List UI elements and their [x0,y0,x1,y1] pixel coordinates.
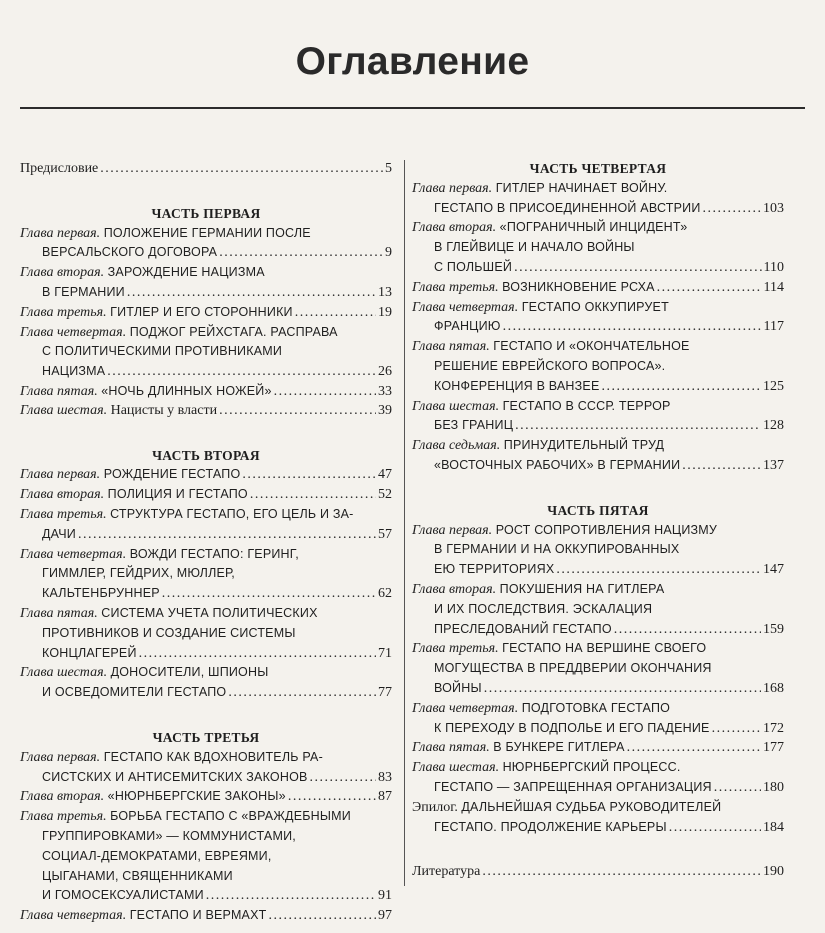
entry-line [20,807,392,827]
entry-line [20,683,392,703]
entry-line [412,818,784,838]
leader-dots [242,466,376,485]
part-heading: ЧАСТЬ ПЕРВАЯ [151,205,261,221]
entry-line [20,886,392,906]
chapter-label: Глава вторая. [412,220,497,236]
entry-line [412,317,784,337]
part-gap [20,703,392,729]
chapter-title-line: РОЖДЕНИЕ ГЕСТАПО [103,467,241,482]
chapter-title-line: ПРЕСЛЕДОВАНИЙ ГЕСТАПО [434,621,612,636]
chapter-title-line: СИСТЕМА УЧЕТА ПОЛИТИЧЕСКИХ [101,605,318,620]
right-column [412,160,784,882]
title-rule [20,107,805,109]
page-number: 184 [763,819,784,835]
chapter-title-line: РОСТ СОПРОТИВЛЕНИЯ НАЦИЗМУ [495,522,718,537]
toc-entry[interactable] [412,639,784,698]
chapter-title-line: «ВОСТОЧНЫХ РАБОЧИХ» В ГЕРМАНИИ [434,457,681,472]
toc-entry[interactable] [20,465,392,485]
chapter-title-line: В ГЕРМАНИИ [42,284,125,299]
leader-dots [288,788,376,807]
entry-line [20,342,392,362]
toc-entry[interactable] [20,807,392,906]
entry-line [20,243,392,263]
leader-dots [107,363,376,382]
entry-line [412,179,784,199]
entry-line [20,224,392,244]
chapter-title-line: К ПЕРЕХОДУ В ПОДПОЛЬЕ И ЕГО ПАДЕНИЕ [434,720,710,735]
leader-dots [100,160,383,179]
chapter-label: Глава пятая. [412,339,490,355]
entry-line [20,906,392,926]
entry-line [412,540,784,560]
leader-dots [139,645,376,664]
entry-line [412,238,784,258]
entry-line [412,337,784,357]
chapter-label: Глава шестая. [412,398,500,414]
page-number: 117 [763,319,784,335]
right-parts [412,160,784,837]
chapter-label: Глава пятая. [412,740,490,756]
entry-line [20,382,392,402]
part-gap [412,476,784,502]
chapter-title-line: СИСТСКИХ И АНТИСЕМИТСКИХ ЗАКОНОВ [42,769,308,784]
entry-line [412,199,784,219]
chapter-title-line: «ПОГРАНИЧНЫЙ ИНЦИДЕНТ» [499,220,688,235]
toc-entry[interactable] [412,580,784,639]
entry-line [412,278,784,298]
chapter-title-line: ГИТЛЕР НАЧИНАЕТ ВОЙНУ. [495,180,668,195]
toc-entry[interactable] [412,298,784,338]
leader-dots [78,526,376,545]
page-number: 103 [763,200,784,216]
page-number: 83 [378,769,392,785]
chapter-title-line: ГИТЛЕР И ЕГО СТОРОННИКИ [110,304,293,319]
chapter-title-line: В ГЕРМАНИИ И НА ОККУПИРОВАННЫХ [434,542,680,557]
chapter-title-line: БЕЗ ГРАНИЦ [434,418,514,433]
entry-line [20,847,392,867]
page-number: 180 [763,779,784,795]
chapter-title-line: В БУНКЕРЕ ГИТЛЕРА [493,740,625,755]
chapter-title-line: НЮРНБЕРГСКИЙ ПРОЦЕСС. [502,760,681,775]
entry-line [412,377,784,397]
entry-line [412,397,784,417]
entry-line [412,436,784,456]
page-number: 110 [763,259,784,275]
page-number: 13 [378,284,392,300]
chapter-label: Глава четвертая. [20,324,127,340]
chapter-title-line: «НЮРНБЕРГСКИЕ ЗАКОНЫ» [107,789,286,804]
page-number: 87 [378,789,392,805]
entry-line [412,560,784,580]
chapter-title-line: ГЕСТАПО НА ВЕРШИНЕ СВОЕГО [502,641,707,656]
page-number: 159 [763,621,784,637]
chapter-label: Глава третья. [20,809,107,825]
entry-line [20,663,392,683]
leader-dots [515,417,761,436]
chapter-title-line: И ИХ ПОСЛЕДСТВИЯ. ЭСКАЛАЦИЯ [434,601,653,616]
chapter-title-line: «НОЧЬ ДЛИННЫХ НОЖЕЙ» [101,383,272,398]
entry-line [20,263,392,283]
entry-line [412,738,784,758]
toc-entry[interactable] [412,798,784,838]
page-number: 114 [763,279,784,295]
chapter-label: Глава третья. [20,304,107,320]
toc-entry[interactable] [412,218,784,277]
entry-line [412,416,784,436]
chapter-title-line: ДОНОСИТЕЛИ, ШПИОНЫ [110,665,269,680]
page-number: 47 [378,467,392,483]
leader-dots [627,739,761,758]
page-number: 19 [378,304,392,320]
entry-line [20,584,392,604]
leader-dots [484,680,761,699]
part-heading: ЧАСТЬ ЧЕТВЕРТАЯ [529,161,667,176]
page-number: 172 [763,720,784,736]
chapter-title-line: ГЕСТАПО В СССР. ТЕРРОР [502,398,671,413]
chapter-title-line: И ОСВЕДОМИТЕЛИ ГЕСТАПО [42,685,227,700]
page-number: 147 [763,562,784,578]
chapter-label: Глава первая. [20,225,101,241]
chapter-label: Глава вторая. [20,487,105,503]
toc-entry[interactable] [20,224,392,264]
entry-line [412,600,784,620]
leader-dots [206,887,376,906]
chapter-title-line: ЕЮ ТЕРРИТОРИЯХ [434,562,555,577]
chapter-label: Глава четвертая. [412,299,519,315]
chapter-label: Глава шестая. [20,665,108,681]
page-number: 190 [763,864,784,880]
leader-dots [682,457,761,476]
page-number: 26 [378,364,392,380]
entry-line [20,624,392,644]
chapter-title-line: ПОЛОЖЕНИЕ ГЕРМАНИИ ПОСЛЕ [103,225,311,240]
chapter-label: Глава вторая. [412,581,497,597]
column-divider [404,160,405,886]
literature-label: Литература [412,864,481,880]
chapter-title-line: ВОЗНИКНОВЕНИЕ РСХА [502,279,655,294]
entry-line [412,258,784,278]
chapter-title-line: Нацисты у власти [110,402,218,418]
entry-line [412,456,784,476]
page-number: 57 [378,526,392,542]
chapter-title-line: ГЕСТАПО И ВЕРМАХТ [129,908,267,923]
chapter-label: Глава первая. [412,180,493,196]
chapter-title-line: ГЕСТАПО КАК ВДОХНОВИТЕЛЬ РА- [103,749,323,764]
chapter-title-line: ПОДЖОГ РЕЙХСТАГА. РАСПРАВА [129,324,338,339]
leader-dots [250,486,376,505]
chapter-label: Глава первая. [20,467,101,483]
leader-dots [274,383,376,402]
chapter-label: Глава шестая. [20,402,108,418]
chapter-label: Глава пятая. [20,605,98,621]
leader-dots [556,561,761,580]
entry-line [412,699,784,719]
page-number: 9 [385,245,392,261]
chapter-title-line: ГЕСТАПО И «ОКОНЧАТЕЛЬНОЕ [493,339,690,354]
chapter-label: Глава первая. [412,522,493,538]
chapter-label: Глава пятая. [20,383,98,399]
leader-dots [162,585,376,604]
left-parts [20,179,392,926]
leader-dots [228,684,376,703]
toc-entry[interactable] [20,505,392,545]
toc-entry[interactable] [412,278,784,298]
leader-dots [127,284,376,303]
chapter-label: Эпилог. [412,799,458,815]
chapter-title-line: ГЕСТАПО В ПРИСОЕДИНЕННОЙ АВСТРИИ [434,200,701,215]
toc-entry[interactable] [20,263,392,303]
page-number: 168 [763,680,784,696]
entry-line [412,778,784,798]
chapter-title-line: ГИММЛЕР, ГЕЙДРИХ, МЮЛЛЕР, [42,566,235,581]
left-column [20,160,392,926]
page-number: 71 [378,645,392,661]
entry-line [412,521,784,541]
chapter-title-line: ПОЛИЦИЯ И ГЕСТАПО [107,487,248,502]
chapter-title-line: БОРЬБА ГЕСТАПО С «ВРАЖДЕБНЫМИ [110,809,351,824]
chapter-label: Глава вторая. [20,789,105,805]
page-title: Оглавление [295,40,530,83]
part-heading: ЧАСТЬ ПЯТАЯ [547,502,649,518]
leader-dots [602,378,762,397]
entry-line [20,283,392,303]
leader-dots [703,200,761,219]
chapter-title-line: ГЕСТАПО ОККУПИРУЕТ [521,299,669,314]
chapter-title-line: СОЦИАЛ-ДЕМОКРАТАМИ, ЕВРЕЯМИ, [42,848,272,863]
part-gap [20,421,392,447]
toc-entry[interactable] [20,303,392,323]
leader-dots [669,819,761,838]
leader-dots [514,259,761,278]
chapter-title-line: В ГЛЕЙВИЦЕ И НАЧАЛО ВОЙНЫ [434,240,635,255]
entry-line [20,323,392,343]
chapter-title-line: ПОДГОТОВКА ГЕСТАПО [521,700,671,715]
entry-line [412,639,784,659]
leader-dots [503,318,762,337]
page-number: 33 [378,383,392,399]
chapter-title-line: СТРУКТУРА ГЕСТАПО, ЕГО ЦЕЛЬ И ЗА- [110,506,354,521]
part-gap [20,179,392,205]
chapter-label: Глава первая. [20,749,101,765]
entry-line [20,545,392,565]
part-heading: ЧАСТЬ ВТОРАЯ [152,447,260,463]
entry-line [20,644,392,664]
chapter-title-line: КАЛЬТЕНБРУННЕР [42,586,160,601]
chapter-title-line: ПОКУШЕНИЯ НА ГИТЛЕРА [499,581,665,596]
chapter-title-line: ПРИНУДИТЕЛЬНЫЙ ТРУД [503,438,665,453]
toc-entry[interactable] [412,699,784,739]
part-heading: ЧАСТЬ ТРЕТЬЯ [152,729,260,745]
leader-dots [310,769,376,788]
chapter-title-line: НАЦИЗМА [42,364,106,379]
leader-dots [657,279,762,298]
chapter-label: Глава шестая. [412,760,500,776]
entry-line [20,564,392,584]
chapter-title-line: РЕШЕНИЕ ЕВРЕЙСКОГО ВОПРОСА». [434,358,666,373]
toc-entry[interactable] [412,397,784,437]
chapter-label: Глава седьмая. [412,438,501,454]
entry-line [412,218,784,238]
entry-line [20,768,392,788]
toc-entry[interactable] [20,906,392,926]
entry-line [412,679,784,699]
entry-line [412,659,784,679]
toc-entry[interactable] [20,748,392,788]
preface-label: Предисловие [20,161,99,176]
entry-line [20,867,392,887]
entry-line [412,620,784,640]
toc-entry-preface[interactable] [20,160,392,179]
chapter-title-line: ГЕСТАПО. ПРОДОЛЖЕНИЕ КАРЬЕРЫ [434,819,667,834]
leader-dots [219,402,376,421]
chapter-title-line: ГЕСТАПО — ЗАПРЕЩЕННАЯ ОРГАНИЗАЦИЯ [434,779,712,794]
entry-line [20,465,392,485]
leader-dots [295,304,376,323]
entry-line [20,362,392,382]
leader-dots [219,244,383,263]
page-number: 91 [378,888,392,904]
leader-dots [614,621,761,640]
entry-line [20,525,392,545]
entry-line [412,719,784,739]
chapter-title-line: ДАЛЬНЕЙШАЯ СУДЬБА РУКОВОДИТЕЛЕЙ [461,799,722,814]
page-number: 62 [378,586,392,602]
toc-entry[interactable] [412,337,784,396]
chapter-title-line: ВОЙНЫ [434,680,482,695]
chapter-label: Глава четвертая. [20,546,127,562]
page-number: 52 [378,487,392,503]
chapter-title-line: ПРОТИВНИКОВ И СОЗДАНИЕ СИСТЕМЫ [42,625,296,640]
chapter-title-line: ЦЫГАНАМИ, СВЯЩЕННИКАМИ [42,868,233,883]
leader-dots [712,720,761,739]
page-number: 125 [763,378,784,394]
chapter-title-line: КОНФЕРЕНЦИЯ В ВАНЗЕЕ [434,378,600,393]
toc-entry[interactable] [412,521,784,580]
page-number: 77 [378,685,392,701]
toc-entry[interactable] [412,436,784,476]
entry-line [20,505,392,525]
page-number: 97 [378,908,392,924]
chapter-title-line: С ПОЛИТИЧЕСКИМИ ПРОТИВНИКАМИ [42,344,283,359]
entry-line [20,748,392,768]
entry-line [20,787,392,807]
chapter-title-line: ЗАРОЖДЕНИЕ НАЦИЗМА [107,265,265,280]
chapter-label: Глава третья. [412,641,499,657]
toc-entry[interactable] [20,545,392,604]
chapter-label: Глава третья. [20,506,107,522]
toc-entry[interactable] [20,402,392,421]
toc-entry-literature[interactable] [412,863,784,882]
chapter-title-line: ГРУППИРОВКАМИ» — КОММУНИСТАМИ, [42,828,296,843]
page-number: 177 [763,740,784,756]
entry-line [412,298,784,318]
leader-dots [714,779,761,798]
entry-line [412,580,784,600]
toc-entry[interactable] [20,323,392,382]
entry-line [20,485,392,505]
toc-entry[interactable] [20,787,392,807]
entry-line [20,827,392,847]
page-number: 137 [763,457,784,473]
toc-entry[interactable] [412,758,784,798]
entry-line [20,604,392,624]
chapter-label: Глава вторая. [20,265,105,281]
chapter-title-line: ВОЖДИ ГЕСТАПО: ГЕРИНГ, [129,546,299,561]
entry-line [412,357,784,377]
chapter-title-line: ФРАНЦИЮ [434,319,501,334]
toc-entry[interactable] [412,179,784,219]
chapter-title-line: МОГУЩЕСТВА В ПРЕДДВЕРИИ ОКОНЧАНИЯ [434,661,712,676]
entry-line [20,402,392,421]
chapter-label: Глава третья. [412,279,499,295]
chapter-label: Глава четвертая. [412,700,519,716]
entry-line [20,303,392,323]
chapter-title-line: И ГОМОСЕКСУАЛИСТАМИ [42,888,204,903]
page-number: 39 [378,402,392,418]
toc-entry[interactable] [412,738,784,758]
page-number: 5 [385,161,392,176]
toc-entry[interactable] [20,604,392,663]
toc-entry[interactable] [20,663,392,703]
leader-dots [482,863,761,882]
page-number: 128 [763,418,784,434]
toc-entry[interactable] [20,382,392,402]
toc-entry[interactable] [20,485,392,505]
chapter-title-line: ВЕРСАЛЬСКОГО ДОГОВОРА [42,245,218,260]
chapter-title-line: КОНЦЛАГЕРЕЙ [42,645,137,660]
entry-line [412,798,784,818]
chapter-label: Глава четвертая. [20,908,127,924]
entry-line [412,758,784,778]
chapter-title-line: ДАЧИ [42,526,76,541]
leader-dots [268,907,376,926]
chapter-title-line: С ПОЛЬШЕЙ [434,259,513,274]
